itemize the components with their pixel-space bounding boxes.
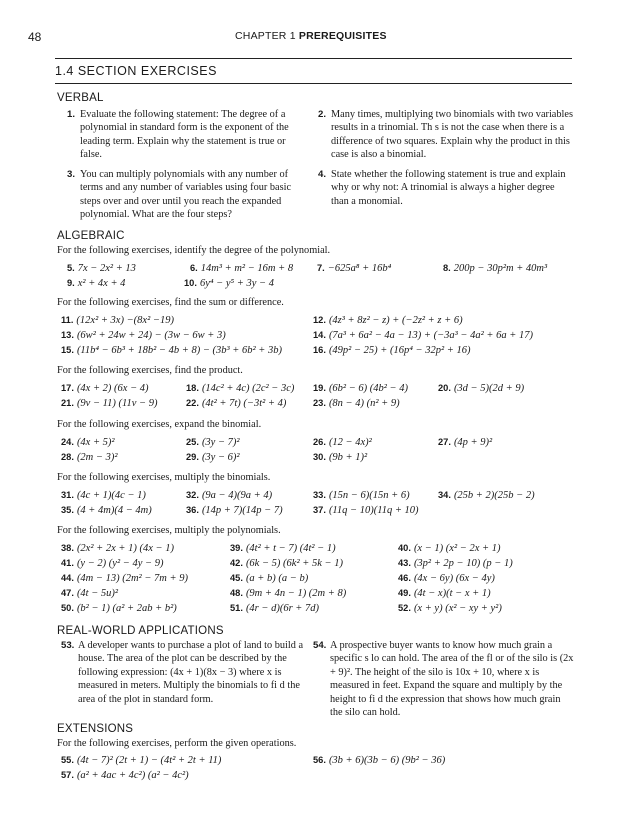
exercise-expression: (y − 2) (y² − 4y − 9) — [76, 558, 164, 569]
exercise-19 — [313, 383, 408, 394]
exercise-expression: (x + y) (x² − xy + y²) — [413, 603, 502, 614]
exercise-expression: (a² + 4ac + 4c²) (a² − 4c²) — [76, 770, 189, 781]
exercise-22 — [186, 398, 286, 409]
exercise-5 — [67, 263, 136, 274]
exercise-47 — [61, 588, 118, 599]
exercise-expression: (4x + 5)² — [76, 437, 115, 448]
exercise-expression: (8n − 4) (n² + 9) — [328, 398, 400, 409]
exercise-40 — [398, 543, 500, 554]
exercise-number: 32. — [186, 490, 199, 500]
exercise-number: 57. — [61, 770, 74, 780]
exercise-number: 38. — [61, 543, 74, 553]
exercise-expression: (4t − 5u)² — [76, 588, 119, 599]
exercise-42 — [230, 558, 343, 569]
exercise-expression: (4t − 7)² (2t + 1) − (4t² + 2t + 11) — [76, 755, 222, 766]
exercise-54 — [313, 639, 575, 719]
exercise-expression: (3d − 5)(2d + 9) — [453, 383, 525, 394]
exercise-expression: (6k − 5) (6k² + 5k − 1) — [245, 558, 343, 569]
exercise-number: 17. — [61, 383, 74, 393]
exercise-35 — [61, 505, 152, 516]
instruction-extensions: For the following exercises, perform the given operations. — [57, 738, 297, 749]
exercise-31 — [61, 490, 146, 501]
exercise-number: 16. — [313, 345, 326, 355]
exercise-10 — [184, 278, 274, 289]
exercise-text: A prospective buyer wants to know how much grain a specific s lo can hold. The area of the fl or of the silo is (2x + 9)². The height of the silo is 10x + 10, where x is measured in feet. Expand the square and multiply by the height to fi d the expression that shows how much grain the silo can hold. — [330, 640, 574, 719]
exercise-expression: (7a³ + 6a² − 4a − 13) + (−3a³ − 4a² + 6a + 17) — [328, 330, 533, 341]
exercise-expression: (9b + 1)² — [328, 452, 368, 463]
exercise-expression: (b² − 1) (a² + 2ab + b²) — [76, 603, 177, 614]
exercise-number: 47. — [61, 588, 74, 598]
exercise-text: Many times, multiplying two binomials with two variables results in a trinomial. Th s is not the case when there is a difference of two squares. Explain why the product in this case is also a binomial. — [331, 109, 573, 161]
exercise-expression: (4x − 6y) (6x − 4y) — [413, 573, 495, 584]
chapter-label: CHAPTER 1 — [235, 30, 296, 42]
exercise-38 — [61, 543, 174, 554]
exercise-15 — [61, 345, 282, 356]
exercise-23 — [313, 398, 400, 409]
exercise-4 — [318, 168, 574, 208]
exercise-number: 51. — [230, 603, 243, 613]
chapter-title: PREREQUISITES — [298, 30, 387, 42]
exercise-number: 13. — [61, 330, 74, 340]
exercise-number: 2. — [318, 109, 327, 120]
exercise-36 — [186, 505, 283, 516]
exercise-number: 31. — [61, 490, 74, 500]
exercise-expression: (14c² + 4c) (2c² − 3c) — [201, 383, 295, 394]
exercise-expression: (6w² + 24w + 24) − (3w − 6w + 3) — [76, 330, 226, 341]
exercise-expression: −625a⁸ + 16b⁴ — [327, 263, 392, 274]
exercise-expression: (4x + 2) (6x − 4) — [76, 383, 149, 394]
exercise-number: 33. — [313, 490, 326, 500]
heading-verbal: VERBAL — [57, 92, 104, 104]
exercise-expression: 6y⁴ − y⁵ + 3y − 4 — [199, 278, 274, 289]
exercise-20 — [438, 383, 524, 394]
exercise-41 — [61, 558, 163, 569]
exercise-number: 46. — [398, 573, 411, 583]
exercise-expression: (x − 1) (x² − 2x + 1) — [413, 543, 501, 554]
exercise-11 — [61, 315, 174, 326]
exercise-number: 9. — [67, 278, 75, 288]
exercise-7 — [317, 263, 391, 274]
exercise-expression: (25b + 2)(25b − 2) — [453, 490, 535, 501]
section-title: 1.4 SECTION EXERCISES — [55, 64, 217, 78]
exercise-number: 56. — [313, 755, 326, 765]
exercise-expression: (4z³ + 8z² − z) + (−2z² + z + 6) — [328, 315, 463, 326]
running-header — [235, 30, 387, 42]
instruction-sum: For the following exercises, find the sum or difference. — [57, 297, 284, 308]
exercise-number: 23. — [313, 398, 326, 408]
exercise-number: 44. — [61, 573, 74, 583]
instruction-binomials: For the following exercises, multiply the binomials. — [57, 472, 271, 483]
exercise-32 — [186, 490, 272, 501]
exercise-number: 28. — [61, 452, 74, 462]
exercise-text: You can multiply polynomials with any number of terms and any number of variables using four basic steps over and over until you reach the expanded polynomial. What are the four steps? — [80, 169, 292, 221]
exercise-text: A developer wants to purchase a plot of land to build a house. The area of the plot can be described by the following expression: (4x + 1)(8x − 3) where x is measured in meters. Multiply the binomials to fi d the area of the plot in standard form. — [78, 640, 304, 705]
instruction-polynomials: For the following exercises, multiply the polynomials. — [57, 525, 281, 536]
exercise-45 — [230, 573, 308, 584]
exercise-44 — [61, 573, 188, 584]
exercise-number: 11. — [61, 315, 74, 325]
exercise-number: 40. — [398, 543, 411, 553]
exercise-expression: (4p + 9)² — [453, 437, 493, 448]
exercise-number: 20. — [438, 383, 451, 393]
exercise-number: 29. — [186, 452, 199, 462]
exercise-30 — [313, 452, 367, 463]
exercise-24 — [61, 437, 115, 448]
exercise-number: 30. — [313, 452, 326, 462]
exercise-number: 27. — [438, 437, 451, 447]
exercise-8 — [443, 263, 547, 274]
exercise-16 — [313, 345, 470, 356]
exercise-expression: (2m − 3)² — [76, 452, 118, 463]
exercise-expression: x² + 4x + 4 — [77, 278, 126, 289]
exercise-17 — [61, 383, 149, 394]
exercise-2 — [318, 108, 574, 162]
exercise-number: 24. — [61, 437, 74, 447]
exercise-37 — [313, 505, 419, 516]
exercise-number: 4. — [318, 169, 327, 180]
exercise-26 — [313, 437, 372, 448]
exercise-number: 26. — [313, 437, 326, 447]
exercise-number: 3. — [67, 169, 76, 180]
exercise-expression: (11q − 10)(11q + 10) — [328, 505, 419, 516]
exercise-text: State whether the following statement is true and explain why or why not: A trinomial is always a higher degree than a monomial. — [331, 169, 566, 207]
exercise-expression: 7x − 2x² + 13 — [77, 263, 136, 274]
exercise-number: 48. — [230, 588, 243, 598]
section-rule-bottom — [55, 83, 572, 84]
exercise-number: 55. — [61, 755, 74, 765]
exercise-expression: (4c + 1)(4c − 1) — [76, 490, 146, 501]
exercise-6 — [190, 263, 293, 274]
exercise-expression: (12x² + 3x) −(8x² −19) — [76, 315, 174, 326]
exercise-number: 14. — [313, 330, 326, 340]
exercise-number: 22. — [186, 398, 199, 408]
exercise-number: 15. — [61, 345, 74, 355]
exercise-53 — [61, 639, 307, 706]
exercise-expression: (2x² + 2x + 1) (4x − 1) — [76, 543, 174, 554]
exercise-number: 19. — [313, 383, 326, 393]
exercise-51 — [230, 603, 319, 614]
exercise-number: 1. — [67, 109, 76, 120]
exercise-expression: (4t − x)(t − x + 1) — [413, 588, 491, 599]
exercise-number: 50. — [61, 603, 74, 613]
exercise-number: 25. — [186, 437, 199, 447]
exercise-number: 21. — [61, 398, 74, 408]
exercise-number: 52. — [398, 603, 411, 613]
exercise-expression: (12 − 4x)² — [328, 437, 372, 448]
exercise-expression: (3p² + 2p − 10) (p − 1) — [413, 558, 513, 569]
heading-extensions: EXTENSIONS — [57, 723, 134, 735]
exercise-9 — [67, 278, 125, 289]
instruction-product: For the following exercises, find the product. — [57, 365, 243, 376]
exercise-number: 43. — [398, 558, 411, 568]
exercise-number: 6. — [190, 263, 198, 273]
exercise-number: 42. — [230, 558, 243, 568]
exercise-52 — [398, 603, 502, 614]
exercise-expression: (15n − 6)(15n + 6) — [328, 490, 410, 501]
exercise-number: 45. — [230, 573, 243, 583]
exercise-48 — [230, 588, 346, 599]
exercise-expression: (9a − 4)(9a + 4) — [201, 490, 273, 501]
exercise-28 — [61, 452, 118, 463]
exercise-27 — [438, 437, 492, 448]
exercise-18 — [186, 383, 294, 394]
exercise-49 — [398, 588, 491, 599]
exercise-expression: (3y − 7)² — [201, 437, 240, 448]
exercise-13 — [61, 330, 226, 341]
exercise-29 — [186, 452, 240, 463]
exercise-number: 12. — [313, 315, 326, 325]
exercise-1 — [67, 108, 305, 162]
exercise-number: 10. — [184, 278, 197, 288]
exercise-number: 54. — [313, 640, 327, 651]
exercise-12 — [313, 315, 463, 326]
exercise-number: 36. — [186, 505, 199, 515]
exercise-56 — [313, 755, 445, 766]
exercise-number: 18. — [186, 383, 199, 393]
exercise-expression: 200p − 30p²m + 40m³ — [453, 263, 548, 274]
exercise-3 — [67, 168, 305, 222]
page-number: 48 — [28, 30, 42, 44]
exercise-text: Evaluate the following statement: The degree of a polynomial in standard form is the exponent of the leading term. Explain why the statement is true or false. — [80, 109, 289, 161]
exercise-number: 7. — [317, 263, 325, 273]
exercise-number: 35. — [61, 505, 74, 515]
exercise-25 — [186, 437, 240, 448]
exercise-33 — [313, 490, 410, 501]
exercise-43 — [398, 558, 513, 569]
exercise-55 — [61, 755, 221, 766]
exercise-number: 34. — [438, 490, 451, 500]
exercise-expression: (9m + 4n − 1) (2m + 8) — [245, 588, 347, 599]
exercise-expression: (a + b) (a − b) — [245, 573, 309, 584]
exercise-57 — [61, 770, 189, 781]
instruction-expand: For the following exercises, expand the binomial. — [57, 419, 262, 430]
exercise-number: 41. — [61, 558, 74, 568]
exercise-34 — [438, 490, 535, 501]
exercise-14 — [313, 330, 533, 341]
exercise-50 — [61, 603, 177, 614]
exercise-expression: (6b² − 6) (4b² − 4) — [328, 383, 409, 394]
instruction-degree: For the following exercises, identify the degree of the polynomial. — [57, 245, 331, 256]
exercise-expression: (4m − 13) (2m² − 7m + 9) — [76, 573, 188, 584]
exercise-expression: (11b⁴ − 6b³ + 18b² − 4b + 8) − (3b³ + 6b² + 3b) — [76, 345, 282, 356]
exercise-expression: (4r − d)(6r + 7d) — [245, 603, 320, 614]
exercise-expression: (3b + 6)(3b − 6) (9b² − 36) — [328, 755, 446, 766]
exercise-number: 49. — [398, 588, 411, 598]
exercise-39 — [230, 543, 336, 554]
exercise-expression: (3y − 6)² — [201, 452, 240, 463]
exercise-expression: (14p + 7)(14p − 7) — [201, 505, 283, 516]
exercise-expression: 14m³ + m² − 16m + 8 — [200, 263, 294, 274]
heading-real-world: REAL-WORLD APPLICATIONS — [57, 625, 224, 637]
exercise-number: 53. — [61, 640, 75, 651]
exercise-expression: (4t² + t − 7) (4t² − 1) — [245, 543, 336, 554]
exercise-number: 5. — [67, 263, 75, 273]
heading-algebraic: ALGEBRAIC — [57, 230, 125, 242]
exercise-number: 37. — [313, 505, 326, 515]
exercise-number: 39. — [230, 543, 243, 553]
exercise-46 — [398, 573, 495, 584]
section-rule-top — [55, 58, 572, 59]
exercise-21 — [61, 398, 157, 409]
exercise-expression: (49p² − 25) + (16p⁴ − 32p² + 16) — [328, 345, 471, 356]
exercise-number: 8. — [443, 263, 451, 273]
exercise-expression: (4t² + 7t) (−3t² + 4) — [201, 398, 287, 409]
exercise-expression: (9v − 11) (11v − 9) — [76, 398, 158, 409]
exercise-expression: (4 + 4m)(4 − 4m) — [76, 505, 152, 516]
